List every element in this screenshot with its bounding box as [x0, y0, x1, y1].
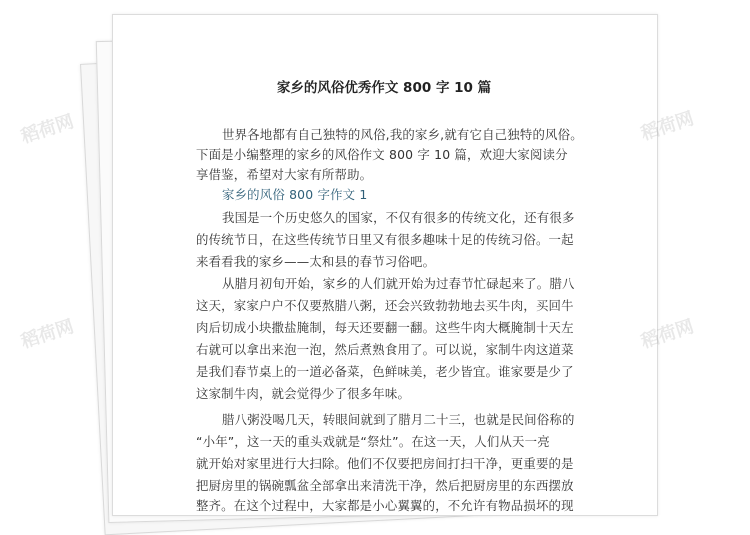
- paragraph-line: 享借鉴，希望对大家有所帮助。: [196, 167, 373, 182]
- watermark: 稻荷网: [638, 316, 697, 353]
- paragraph-line: 这天，家家户户不仅要熬腊八粥，还会兴致勃勃地去买牛肉，买回牛: [196, 298, 574, 313]
- paragraph-line: 下面是小编整理的家乡的风俗作文 800 字 10 篇，欢迎大家阅读分: [196, 147, 568, 162]
- paragraph-line: 我国是一个历史悠久的国家，不仅有很多的传统文化，还有很多: [222, 210, 575, 225]
- section-subheading: 家乡的风俗 800 字作文 1: [222, 187, 368, 202]
- paragraph-line: 就开始对家里进行大扫除。他们不仅要把房间打扫干净，更重要的是: [196, 456, 574, 471]
- document-title: 家乡的风俗优秀作文 800 字 10 篇: [276, 80, 492, 96]
- paragraph-line: 的传统节日，在这些传统节日里又有很多趣味十足的传统习俗。一起: [196, 232, 574, 247]
- paragraph-line: 把厨房里的锅碗瓢盆全部拿出来清洗干净，然后把厨房里的东西摆放: [196, 478, 574, 493]
- paragraph-line: 世界各地都有自己独特的风俗,我的家乡,就有它自己独特的风俗。: [222, 127, 583, 142]
- paragraph-line: 从腊月初旬开始，家乡的人们就开始为过春节忙碌起来了。腊八: [222, 276, 575, 291]
- watermark: 稻荷网: [18, 111, 77, 148]
- paragraph-line: 是我们春节桌上的一道必备菜，色鲜味美，老少皆宜。谁家要是少了: [196, 364, 574, 379]
- paragraph-line: 腊八粥没喝几天，转眼间就到了腊月二十三，也就是民间俗称的: [222, 412, 575, 427]
- paragraph-line: 来看看我的家乡——太和县的春节习俗吧。: [196, 254, 436, 269]
- paragraph-line: 这家制牛肉，就会觉得少了很多年味。: [196, 386, 411, 401]
- watermark: 稻荷网: [638, 108, 697, 145]
- paragraph-line: “小年”，这一天的重头戏就是“祭灶”。在这一天，人们从天一亮: [196, 434, 550, 449]
- paragraph-line: 肉后切成小块撒盐腌制，每天还要翻一翻。这些牛肉大概腌制十天左: [196, 320, 574, 335]
- watermark: 稻荷网: [18, 316, 77, 353]
- paragraph-line: 右就可以拿出来泡一泡，然后煮熟食用了。可以说，家制牛肉这道菜: [196, 342, 574, 357]
- paragraph-line: 整齐。在这个过程中，大家都是小心翼翼的，不允许有物品损坏的现: [196, 498, 574, 513]
